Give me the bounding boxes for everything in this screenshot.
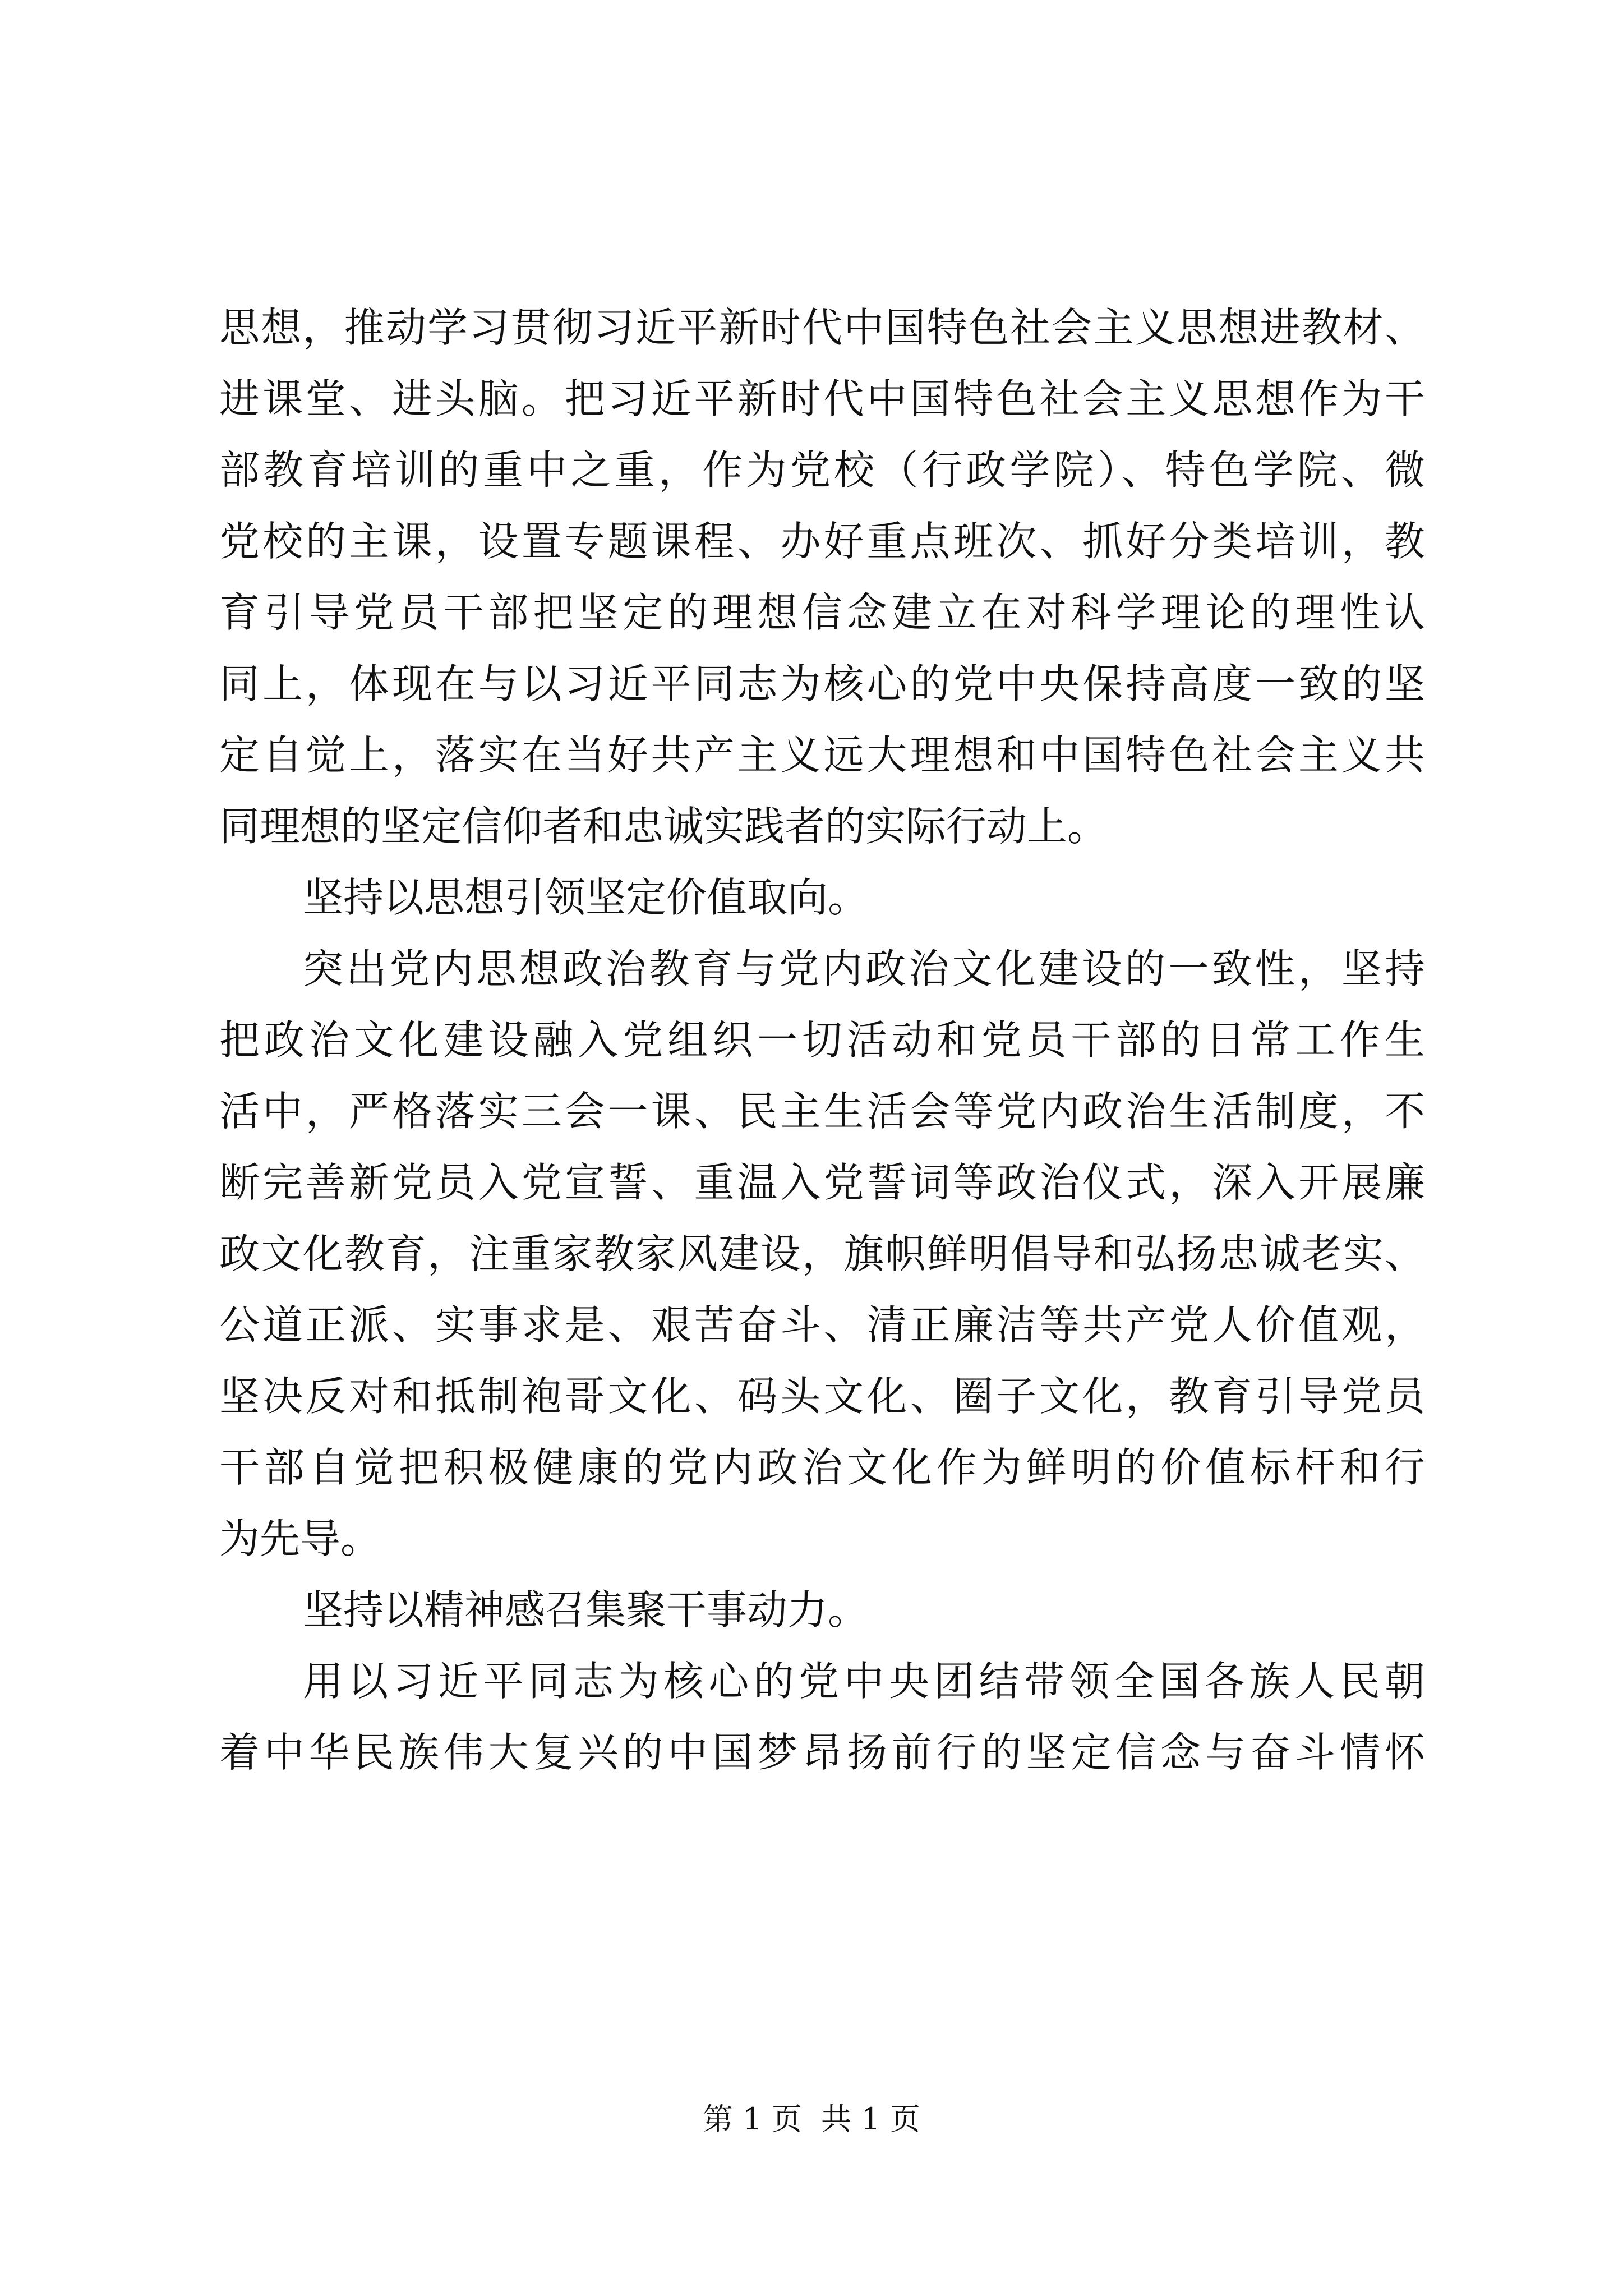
text-line: 同理想的坚定信仰者和忠诚实践者的实际行动上。 bbox=[219, 803, 1108, 850]
text-line: 为先导。 bbox=[219, 1515, 381, 1562]
text-line: 同上，体现在与以习近平同志为核心的党中央保持高度一致的坚 bbox=[219, 660, 1425, 707]
text-line: 用以习近平同志为核心的党中央团结带领全国各族人民朝 bbox=[303, 1658, 1425, 1705]
section-heading: 坚持以精神感召集聚干事动力。 bbox=[303, 1586, 869, 1634]
text-line: 部教育培训的重中之重，作为党校（行政学院）、特色学院、微 bbox=[219, 447, 1425, 494]
text-line: 坚决反对和抵制袍哥文化、码头文化、圈子文化，教育引导党员 bbox=[219, 1373, 1425, 1420]
text-line: 公道正派、实事求是、艰苦奋斗、清正廉洁等共产党人价值观， bbox=[219, 1301, 1425, 1349]
text-line: 定自觉上，落实在当好共产主义远大理想和中国特色社会主义共 bbox=[219, 731, 1425, 779]
text-line: 断完善新党员入党宣誓、重温入党誓词等政治仪式，深入开展廉 bbox=[219, 1159, 1425, 1206]
page-footer: 第 1 页 共 1 页 bbox=[703, 2101, 920, 2137]
text-line: 干部自觉把积极健康的党内政治文化作为鲜明的价值标杆和行 bbox=[219, 1444, 1425, 1491]
text-line: 育引导党员干部把坚定的理想信念建立在对科学理论的理性认 bbox=[219, 589, 1425, 636]
text-line: 进课堂、进头脑。把习近平新时代中国特色社会主义思想作为干 bbox=[219, 375, 1425, 422]
text-line: 着中华民族伟大复兴的中国梦昂扬前行的坚定信念与奋斗情怀 bbox=[219, 1729, 1425, 1776]
text-line: 突出党内思想政治教育与党内政治文化建设的一致性，坚持 bbox=[303, 945, 1425, 992]
text-line: 把政治文化建设融入党组织一切活动和党员干部的日常工作生 bbox=[219, 1016, 1425, 1064]
section-heading: 坚持以思想引领坚定价值取向。 bbox=[303, 874, 869, 921]
text-line: 活中，严格落实三会一课、民主生活会等党内政治生活制度，不 bbox=[219, 1088, 1425, 1135]
text-line: 思想，推动学习贯彻习近平新时代中国特色社会主义思想进教材、 bbox=[219, 304, 1425, 351]
text-line: 党校的主课，设置专题课程、办好重点班次、抓好分类培训，教 bbox=[219, 518, 1425, 565]
text-line: 政文化教育，注重家教家风建设，旗帜鲜明倡导和弘扬忠诚老实、 bbox=[219, 1230, 1425, 1277]
